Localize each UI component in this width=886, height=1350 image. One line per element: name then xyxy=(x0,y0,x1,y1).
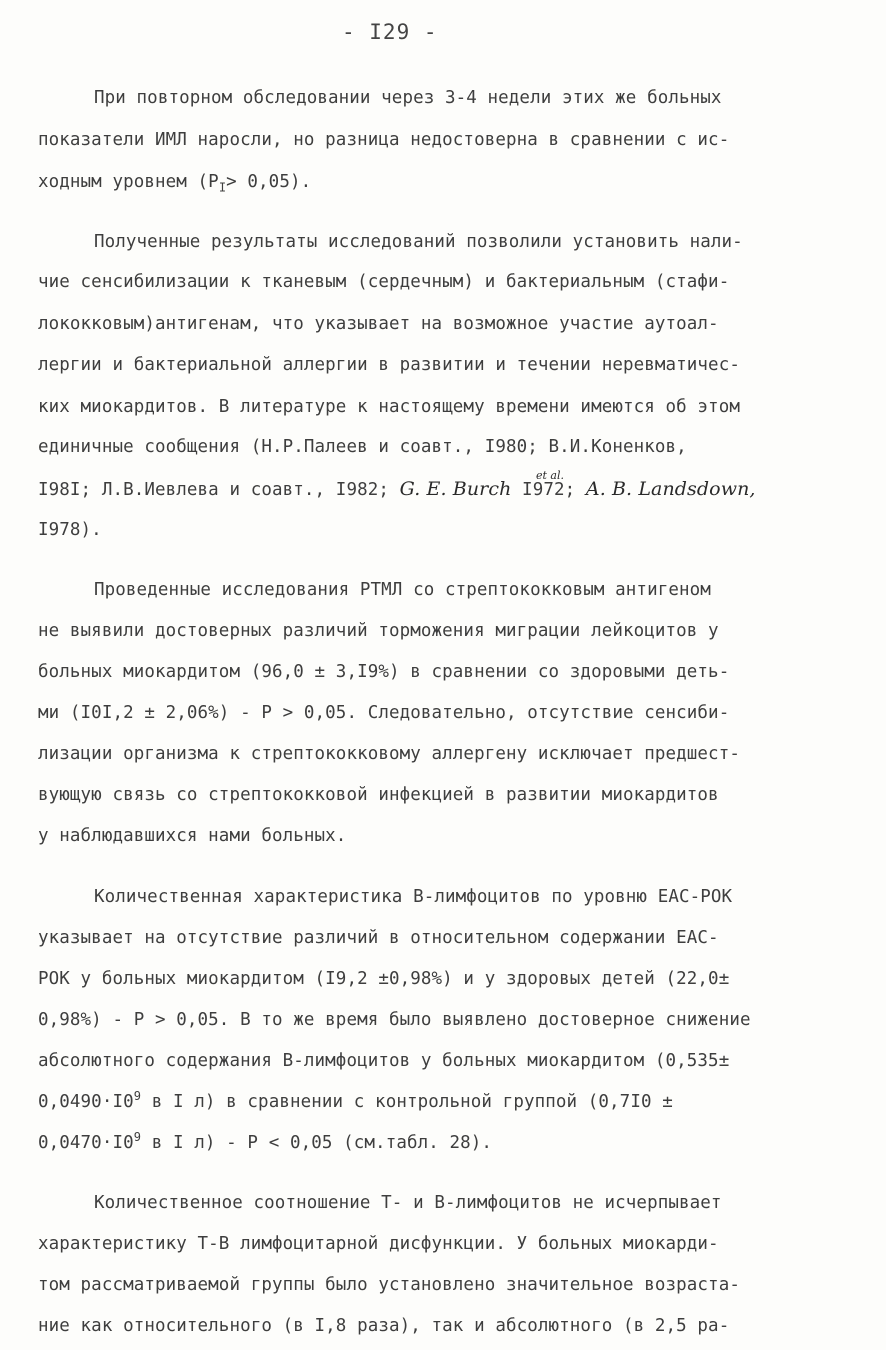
text-line: абсолютного содержания В-лимфоцитов у больных миокардитом (0,535± xyxy=(38,1051,730,1071)
text-line xyxy=(38,1090,858,1114)
text-line: не выявили достоверных различий торможения миграции лейкоцитов у xyxy=(38,621,719,641)
page-number: - I29 - xyxy=(342,20,438,44)
text-line: характеристику Т-В лимфоцитарной дисфункции. У больных миокарди- xyxy=(38,1234,719,1254)
text-line: Проведенные исследования РТМЛ со стрептококковым антигеном xyxy=(94,580,711,600)
text-line: Полученные результаты исследований позволили установить нали- xyxy=(94,232,743,252)
text-fragment: в I л) - P < 0,05 (см.табл. 28). xyxy=(141,1133,493,1153)
text-line: I978). xyxy=(38,520,102,540)
subscript: I xyxy=(218,180,227,194)
text-line: лизации организма к стрептококковому аллергену исключает предшест- xyxy=(38,744,740,764)
text-line: Количественная характеристика В-лимфоцитов по уровню ЕАС-РОК xyxy=(94,887,733,907)
text-line: показатели ИМЛ наросли, но разница недостоверна в сравнении с ис- xyxy=(38,130,730,150)
text-line: При повторном обследовании через 3-4 недели этих же больных xyxy=(94,88,722,108)
handwritten-reference: A. B. Landsdown, xyxy=(585,478,756,500)
text-line: у наблюдавшихся нами больных. xyxy=(38,826,347,846)
text-line: ких миокардитов. В литературе к настоящему времени имеются об этом xyxy=(38,397,740,417)
text-fragment: I98I; Л.В.Иевлева и соавт., I982; xyxy=(38,480,389,500)
superscript: 9 xyxy=(133,1090,142,1104)
text-line xyxy=(38,170,858,194)
text-line: Количественное соотношение Т- и В-лимфоцитов не исчерпывает xyxy=(94,1193,722,1213)
text-line: ние как относительного (в I,8 раза), так и абсолютного (в 2,5 ра- xyxy=(38,1316,730,1336)
text-fragment: 0,0490·I0 xyxy=(38,1092,134,1112)
text-line: вующую связь со стрептококковой инфекцией в развитии миокардитов xyxy=(38,785,719,805)
text-fragment: I972; xyxy=(511,480,586,500)
handwritten-reference: G. E. Burch xyxy=(399,478,512,500)
text-fragment: > 0,05). xyxy=(226,172,312,192)
text-fragment: ходным уровнем (P xyxy=(38,172,219,192)
text-line: 0,98%) - P > 0,05. В то же время было выявлено достоверное снижение xyxy=(38,1010,751,1030)
text-line xyxy=(38,1131,858,1155)
superscript: 9 xyxy=(133,1131,142,1145)
text-line: ми (I0I,2 ± 2,06%) - P > 0,05. Следовательно, отсутствие сенсиби- xyxy=(38,703,730,723)
text-line: лергии и бактериальной аллергии в развитии и течении неревматичес- xyxy=(38,355,740,375)
text-line xyxy=(38,477,858,502)
text-line: указывает на отсутствие различий в относительном содержании ЕАС- xyxy=(38,928,719,948)
text-line: лококковым)антигенам, что указывает на возможное участие аутоал- xyxy=(38,314,719,334)
text-line: больных миокардитом (96,0 ± 3,I9%) в сравнении со здоровыми деть- xyxy=(38,662,730,682)
text-line: единичные сообщения (Н.Р.Палеев и соавт., I980; В.И.Коненков, xyxy=(38,437,687,457)
text-fragment: 0,0470·I0 xyxy=(38,1133,134,1153)
text-fragment: в I л) в сравнении с контрольной группой (0,7I0 ± xyxy=(141,1092,673,1112)
text-line: чие сенсибилизации к тканевым (сердечным) и бактериальным (стафи- xyxy=(38,272,730,292)
text-line: РОК у больных миокардитом (I9,2 ±0,98%) и у здоровых детей (22,0± xyxy=(38,969,730,989)
text-line: том рассматриваемой группы было установлено значительное возраста- xyxy=(38,1275,740,1295)
handwritten-annotation: et al. xyxy=(536,469,564,482)
